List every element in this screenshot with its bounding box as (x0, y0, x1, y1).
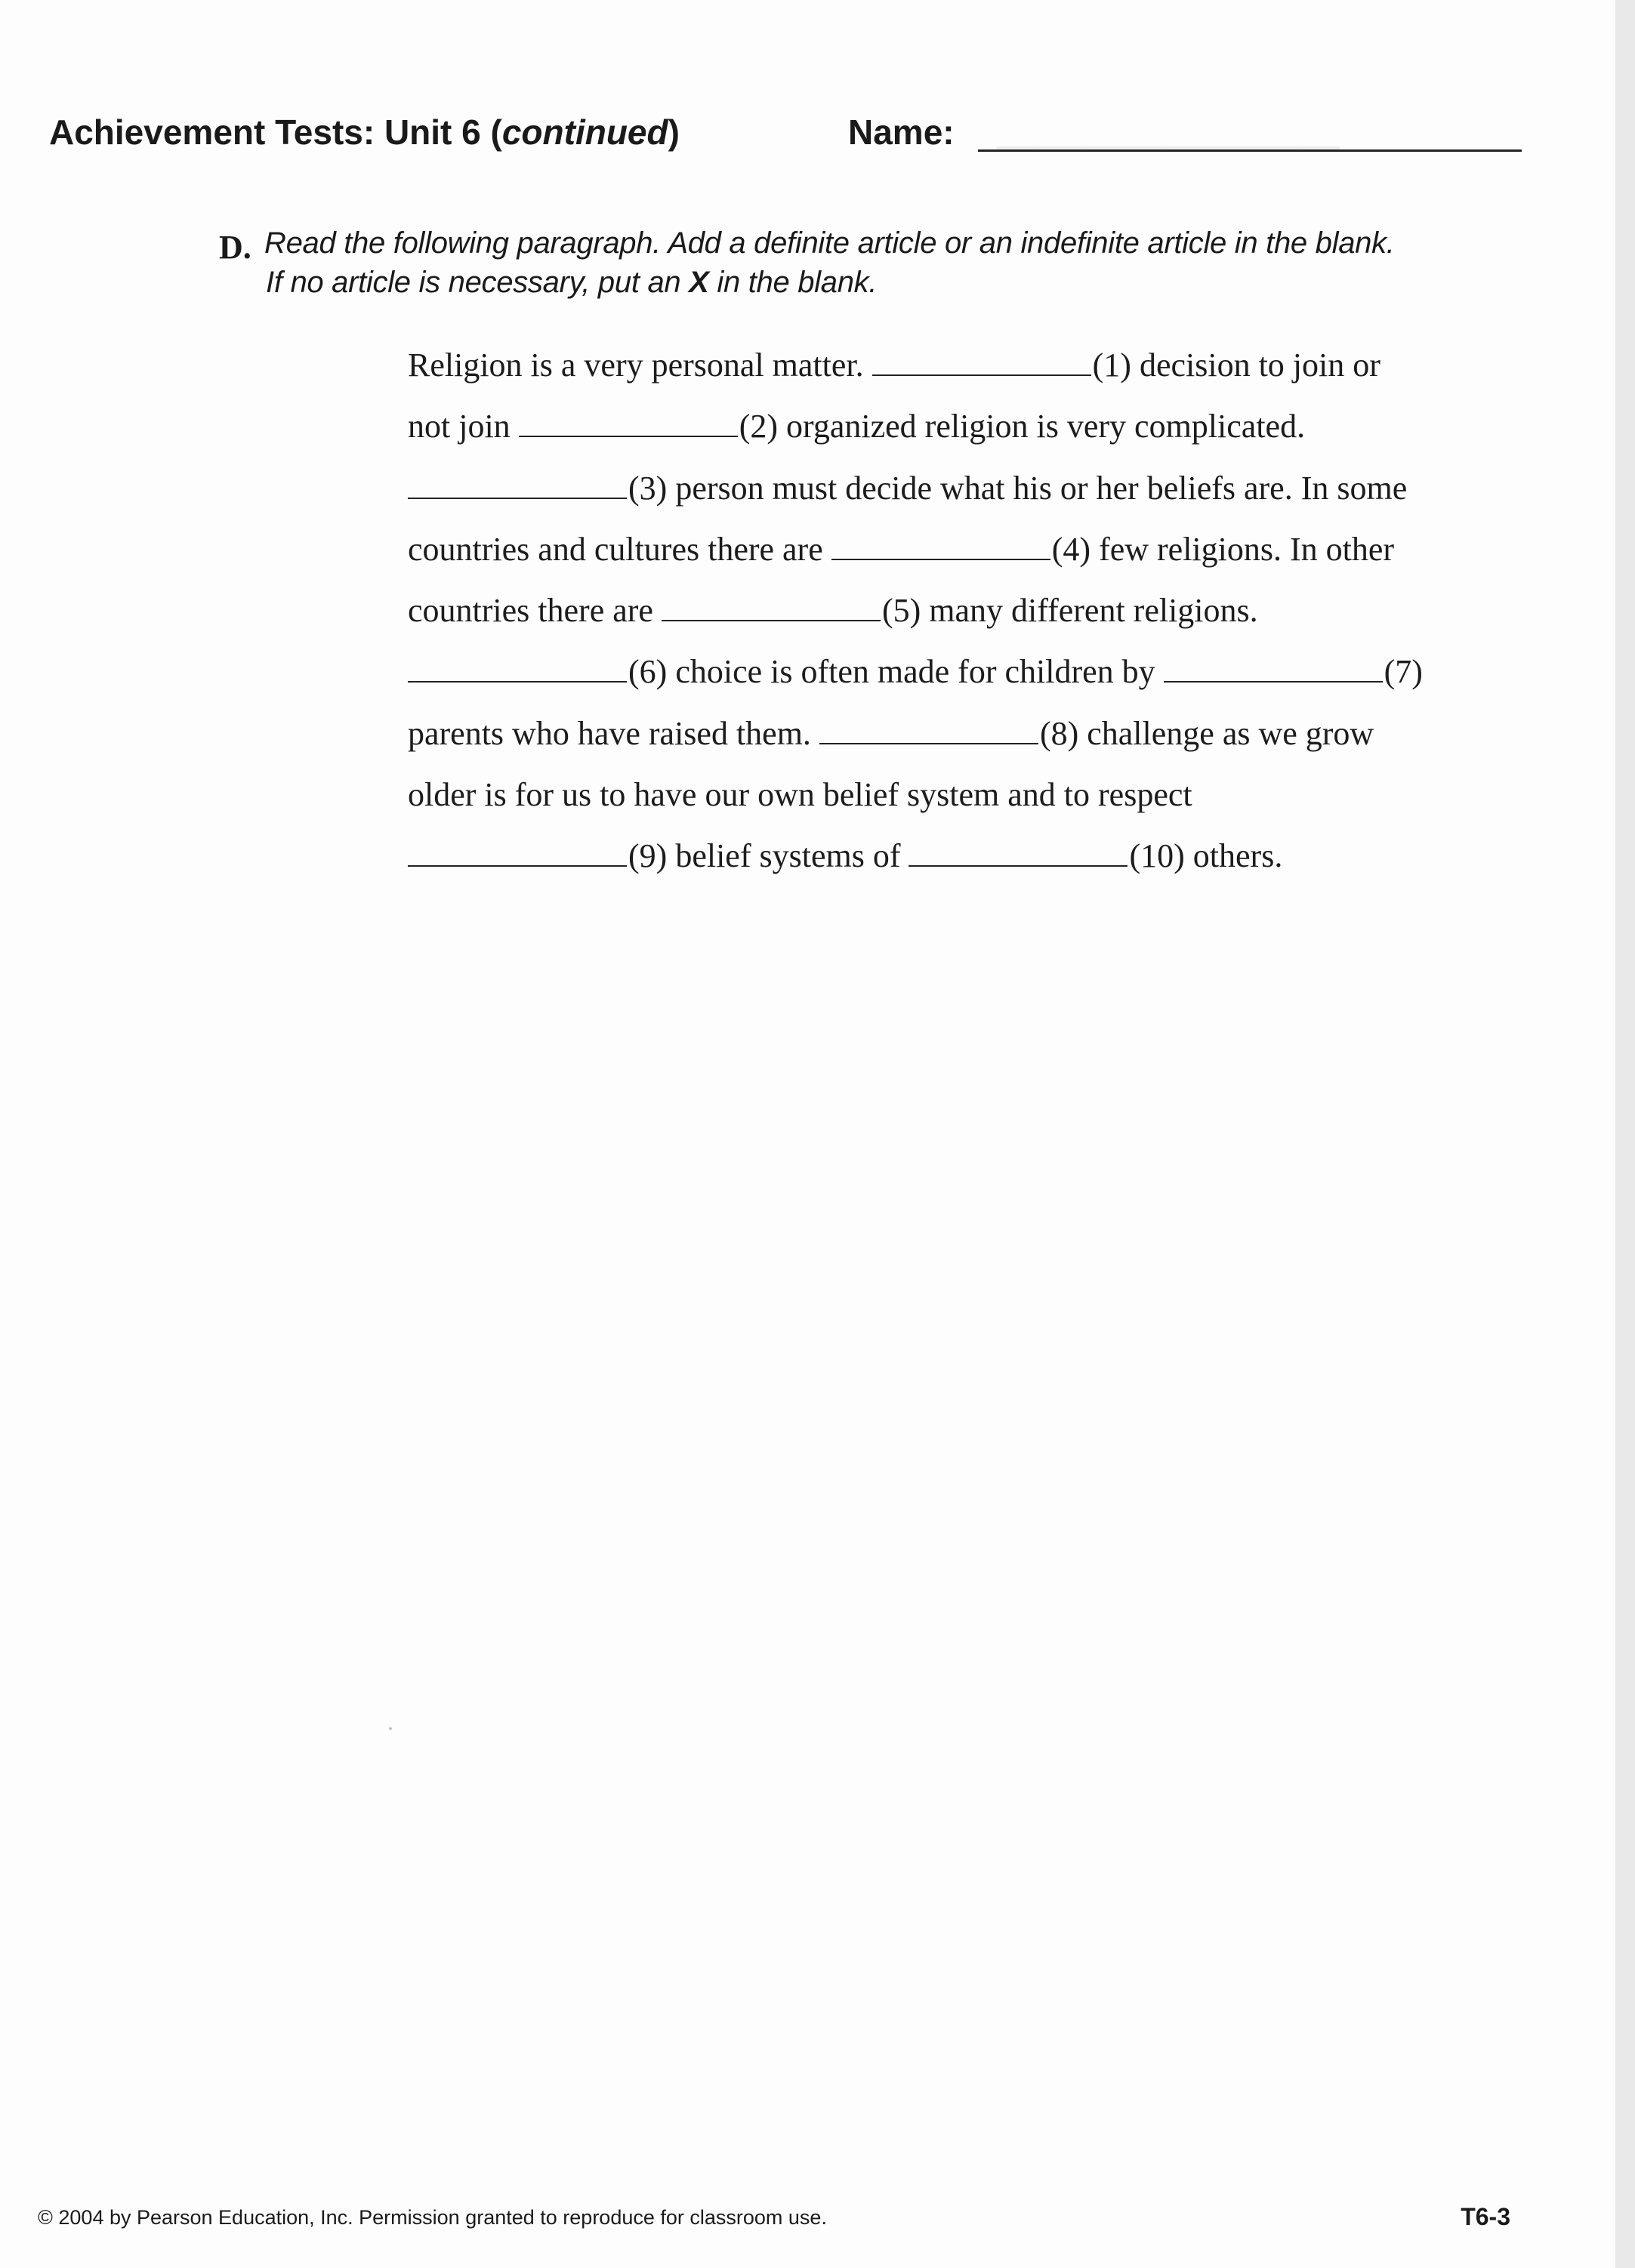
passage-line: Religion is a very personal matter. (1) decision to join or (408, 347, 1380, 384)
passage-line: (9) belief systems of (10) others. (408, 837, 1282, 882)
passage-line: not join (2) organized religion is very complicated. (408, 408, 1306, 445)
blank-6[interactable] (408, 655, 627, 683)
passage-line: (6) choice is often made for children by (7) (408, 652, 1423, 698)
x-mark: X (689, 266, 709, 299)
blank-10[interactable] (909, 840, 1128, 867)
page-number: T6-3 (1461, 2203, 1510, 2230)
passage-line: (3) person must decide what his or her beliefs are. In some (408, 469, 1407, 514)
section-letter: D. (219, 229, 251, 266)
blank-1[interactable] (872, 349, 1091, 376)
stray-mark-icon: ․ (387, 1710, 395, 1735)
blank-9[interactable] (408, 840, 627, 867)
passage-line: countries there are (5) many different religions. (408, 592, 1258, 629)
page-title: Achievement Tests: Unit 6 (continued) (49, 112, 680, 152)
page-header (49, 112, 1522, 165)
instruction-line-2: If no article is necessary, put an X in the blank. (266, 266, 878, 299)
blank-5[interactable] (662, 594, 881, 621)
page-edge-shadow (1615, 0, 1635, 2268)
blank-7[interactable] (1164, 655, 1383, 683)
blank-4[interactable] (831, 533, 1050, 560)
blank-2[interactable] (519, 410, 738, 437)
passage-line: older is for us to have our own belief system and to respect (408, 776, 1192, 813)
passage-line: countries and cultures there are (4) few religions. In other (408, 531, 1395, 568)
blank-3[interactable] (408, 472, 627, 499)
page-footer (38, 2203, 1510, 2236)
show-through-bleed: ──────── (997, 114, 1340, 180)
instruction-line-1: Read the following paragraph. Add a definite article or an indefinite article in the blank. (264, 226, 1395, 260)
name-field[interactable] (978, 149, 1522, 152)
name-label: Name: (848, 112, 955, 152)
blank-8[interactable] (819, 717, 1038, 744)
passage-line: parents who have raised them. (8) challenge as we grow (408, 715, 1374, 752)
copyright-notice: © 2004 by Pearson Education, Inc. Permission granted to reproduce for classroom use. (38, 2206, 827, 2229)
